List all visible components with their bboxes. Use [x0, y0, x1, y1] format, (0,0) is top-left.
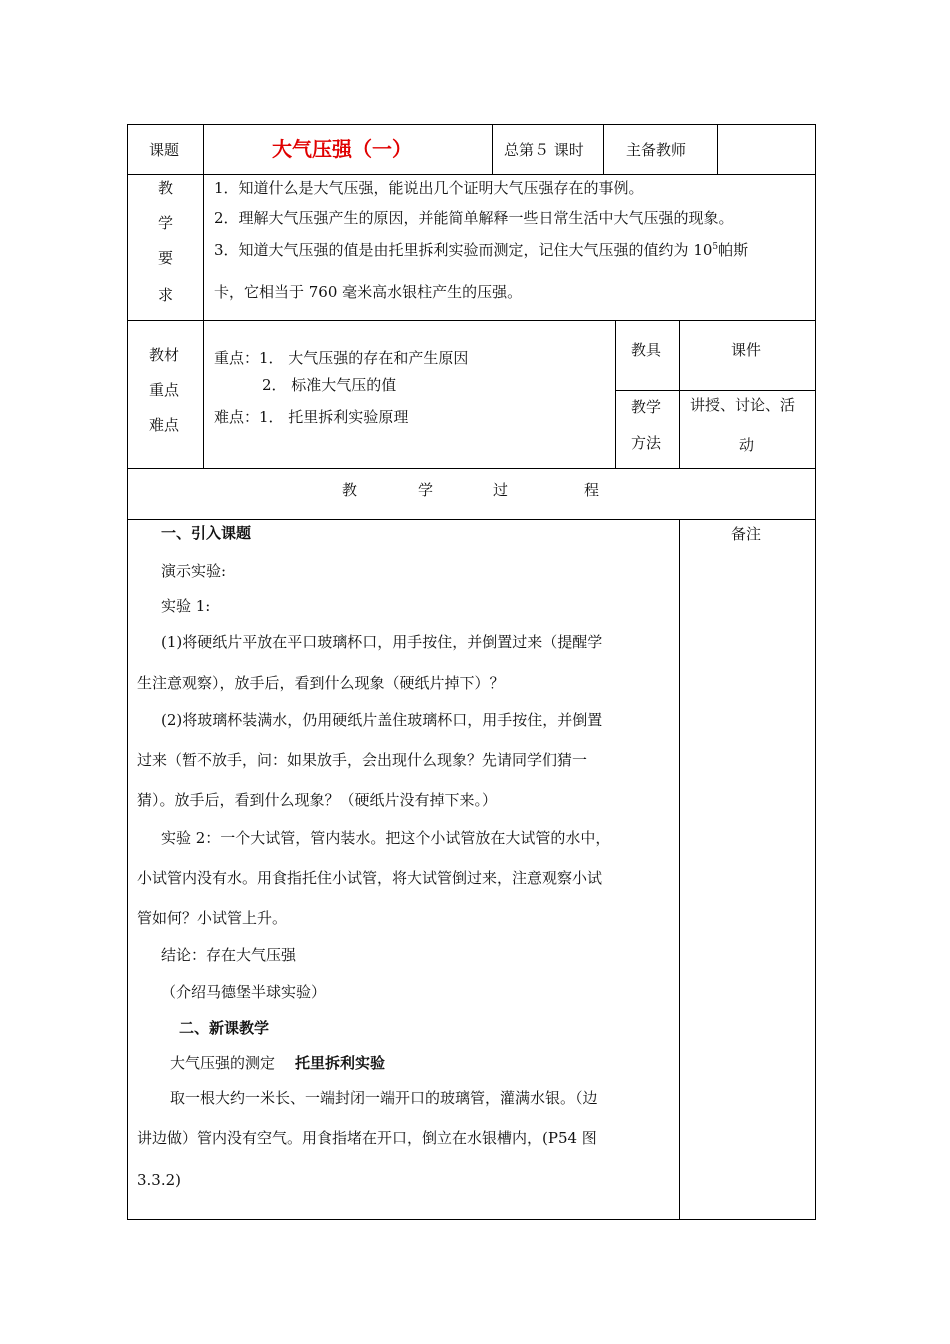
- requirement-item-1: 1．知道什么是大气压强，能说出几个证明大气压强存在的事例。: [214, 179, 644, 197]
- experiment-2-line-3: 管如何？小试管上升。: [137, 909, 288, 927]
- section-2-title: 二、新课教学: [179, 1019, 270, 1037]
- col-divider-teacher: [603, 124, 604, 175]
- paragraph-2-line-3: 猜）。放手后，看到什么现象？（硬纸片没有掉下来。）: [137, 791, 498, 809]
- method-label-1: 教学: [631, 398, 662, 416]
- teacher-label: 主备教师: [626, 141, 687, 159]
- requirements-label-4: 求: [158, 286, 174, 304]
- method-line-3: 3.3.2): [137, 1171, 182, 1189]
- requirement-item-3: [214, 240, 748, 260]
- method-value-1: 讲授、讨论、活: [690, 396, 796, 414]
- requirements-label-2: 学: [158, 214, 174, 232]
- requirement-item-3-line2: 卡，它相当于 760 毫米高水银柱产生的压强。: [214, 283, 523, 301]
- measurement-label: 大气压强的测定: [170, 1054, 276, 1072]
- row-divider-3: [127, 468, 816, 469]
- difficulty: 难点：1． 托里拆利实验原理: [214, 408, 409, 426]
- col-divider-tools-value: [679, 320, 680, 469]
- method-label-2: 方法: [631, 434, 662, 452]
- requirement-item-3-unit: 帕斯: [718, 241, 749, 259]
- key-point-2: 2． 标准大气压的值: [262, 376, 397, 394]
- topic-label: 课题: [149, 141, 180, 159]
- method-line-2: 讲边做）管内没有空气。用食指堵在开口，倒立在水银槽内，(P54 图: [137, 1129, 597, 1147]
- focus-label-2: 重点: [149, 381, 180, 399]
- experiment-1-label: 实验 1:: [161, 597, 211, 615]
- process-heading-3: 过: [493, 481, 509, 499]
- experiment-2-line-1: 实验 2：一个大试管，管内装水。把这个小试管放在大试管的水中，: [161, 829, 611, 847]
- paragraph-1-line-2: 生注意观察），放手后，看到什么现象（硬纸片掉下）？: [137, 674, 505, 692]
- col-divider-notes: [679, 519, 680, 1220]
- col-divider-teacher-value: [717, 124, 718, 175]
- method-line-1: 取一根大约一米长、一端封闭一端开口的玻璃管，灌满水银。（边: [170, 1089, 598, 1107]
- tools-label: 教具: [631, 341, 662, 359]
- process-heading-2: 学: [418, 481, 434, 499]
- row-divider-tools: [615, 390, 816, 391]
- row-divider-2: [127, 320, 816, 321]
- focus-label-1: 教材: [149, 346, 180, 364]
- topic-title: 大气压强（一）: [272, 137, 412, 161]
- measurement-line: [170, 1053, 385, 1073]
- table-border-right: [815, 124, 816, 1220]
- requirements-label-3: 要: [158, 249, 174, 267]
- col-divider-tools: [615, 320, 616, 469]
- row-divider-4: [127, 519, 816, 520]
- requirements-label-1: 教: [158, 179, 174, 197]
- table-border-left: [127, 124, 128, 1220]
- paragraph-2-line-2: 过来（暂不放手，问：如果放手，会出现什么现象？先请同学们猜一: [137, 751, 588, 769]
- torricelli-title: 托里拆利实验: [295, 1054, 386, 1072]
- requirement-item-2: 2．理解大气压强产生的原因，并能简单解释一些日常生活中大气压强的现象。: [214, 209, 734, 227]
- tools-value: 课件: [731, 341, 762, 359]
- col-divider-label: [203, 124, 204, 469]
- paragraph-1-line-1: (1)将硬纸片平放在平口玻璃杯口，用手按住，并倒置过来（提醒学: [161, 633, 603, 651]
- row-divider-1: [127, 174, 816, 175]
- conclusion: 结论：存在大气压强: [161, 946, 297, 964]
- exponent: 5: [712, 242, 719, 252]
- period-text: 总第５ 课时: [504, 141, 584, 159]
- col-divider-period: [492, 124, 493, 175]
- experiment-2-line-2: 小试管内没有水。用食指托住小试管，将大试管倒过来，注意观察小试: [137, 869, 603, 887]
- focus-label-3: 难点: [149, 416, 180, 434]
- requirement-item-3-text: 3．知道大气压强的值是由托里拆利实验而测定，记住大气压强的值约为 10: [214, 241, 713, 259]
- demo-label: 演示实验:: [161, 562, 227, 580]
- key-point-1: 重点：1． 大气压强的存在和产生原因: [214, 349, 469, 367]
- notes-label: 备注: [731, 525, 762, 543]
- section-1-title: 一、引入课题: [161, 524, 252, 542]
- process-heading-1: 教: [342, 481, 358, 499]
- process-heading-4: 程: [584, 481, 600, 499]
- table-border-top: [127, 124, 816, 125]
- method-value-2: 动: [739, 436, 755, 454]
- paragraph-2-line-1: (2)将玻璃杯装满水，仍用硬纸片盖住玻璃杯口，用手按住，并倒置: [161, 711, 603, 729]
- table-border-bottom: [127, 1219, 816, 1220]
- magdeburg-note: （介绍马德堡半球实验）: [161, 983, 327, 1001]
